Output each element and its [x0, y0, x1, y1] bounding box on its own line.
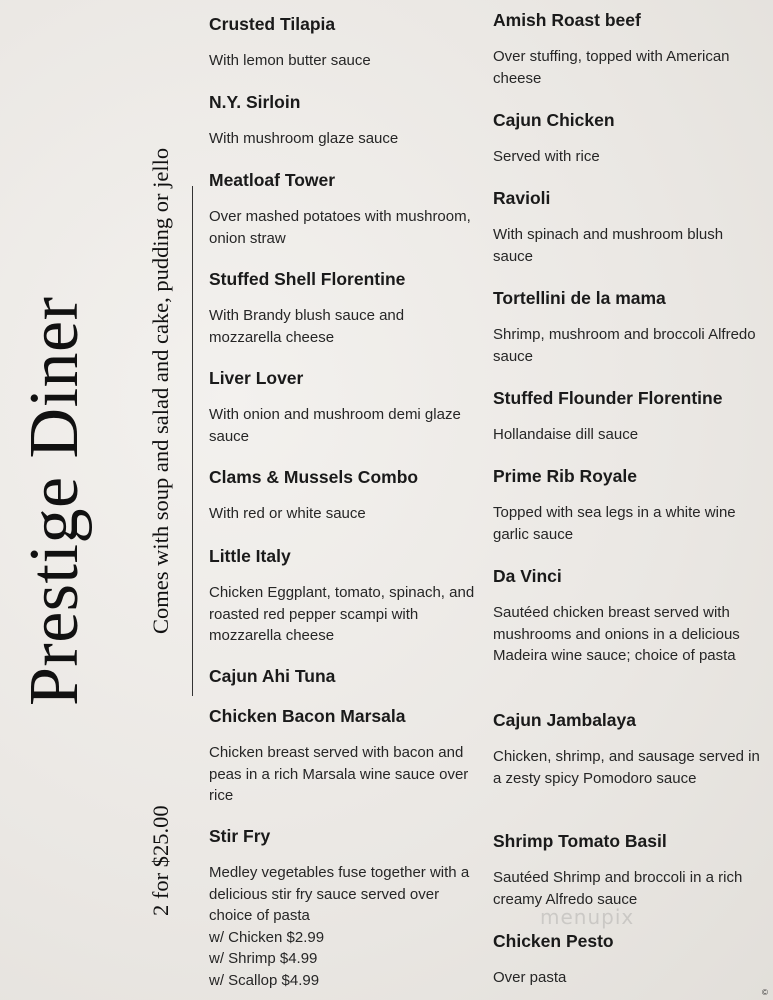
- menu-item: [493, 930, 761, 989]
- item-name: Stir Fry: [209, 826, 271, 846]
- menu-item: [209, 91, 479, 150]
- addon-chicken: w/ Chicken $2.99: [209, 928, 325, 946]
- item-name: Amish Roast beef: [493, 10, 641, 30]
- menu-item: [493, 387, 761, 446]
- item-description: With lemon butter sauce: [209, 52, 371, 69]
- item-name: Cajun Chicken: [493, 110, 615, 130]
- item-name: Prime Rib Royale: [493, 466, 637, 486]
- item-name: Ravioli: [493, 188, 551, 208]
- item-description: Medley vegetables fuse together with a delicious stir fry sauce served over choice of pasta: [209, 864, 470, 924]
- item-name: Clams & Mussels Combo: [209, 467, 419, 487]
- menu-item: [493, 109, 761, 168]
- item-description: Topped with sea legs in a white wine garlic sauce: [493, 504, 736, 543]
- menu-item: [209, 665, 479, 687]
- item-name: Little Italy: [209, 546, 291, 566]
- menu-item: [209, 825, 479, 991]
- menu-item: [209, 705, 479, 807]
- item-name: Stuffed Shell Florentine: [209, 269, 406, 289]
- item-description: With onion and mushroom demi glaze sauce: [209, 406, 461, 445]
- menu-item: [493, 565, 761, 667]
- addon-scallop: w/ Scallop $4.99: [209, 971, 320, 989]
- addon-shrimp: w/ Shrimp $4.99: [209, 950, 318, 967]
- item-name: Tortellini de la mama: [493, 288, 666, 308]
- item-name: Da Vinci: [493, 566, 562, 586]
- menu-item: [493, 709, 761, 789]
- menu-item: [493, 9, 761, 89]
- item-description: Shrimp, mushroom and broccoli Alfredo sauce: [493, 326, 756, 365]
- item-description: With spinach and mushroom blush sauce: [493, 226, 724, 265]
- menu-item: [209, 268, 479, 348]
- item-name: Liver Lover: [209, 368, 304, 388]
- menu-item: [209, 169, 479, 249]
- menu-item: [209, 367, 479, 447]
- item-name: Crusted Tilapia: [209, 14, 336, 34]
- item-description: Served with rice: [493, 148, 600, 165]
- menu-item: [493, 187, 761, 267]
- item-name: Meatloaf Tower: [209, 170, 336, 190]
- menu-item: [209, 13, 479, 72]
- menu-item: [493, 465, 761, 545]
- menu-price: 2 for $25.00: [148, 805, 173, 916]
- item-name: Chicken Bacon Marsala: [209, 706, 406, 726]
- menu-item: [493, 287, 761, 367]
- item-name: Chicken Pesto: [493, 931, 614, 951]
- item-description: With mushroom glaze sauce: [209, 130, 399, 147]
- item-description: Over pasta: [493, 969, 567, 986]
- menu-item: [209, 545, 479, 647]
- copyright-mark: ©: [762, 988, 768, 997]
- menu-subtitle: Comes with soup and salad and cake, pudding or jello: [148, 147, 173, 634]
- item-name: Stuffed Flounder Florentine: [493, 388, 723, 408]
- item-description: Chicken breast served with bacon and peas in a rich Marsala wine sauce over rice: [209, 744, 469, 804]
- item-description: Sautéed Shrimp and broccoli in a rich creamy Alfredo sauce: [493, 869, 743, 908]
- item-name: Cajun Ahi Tuna: [209, 666, 336, 686]
- item-description: Chicken Eggplant, tomato, spinach, and roasted red pepper scampi with mozzarella cheese: [209, 584, 475, 644]
- item-description: Hollandaise dill sauce: [493, 426, 639, 443]
- menu-item: [493, 830, 761, 910]
- menu-item: [209, 466, 479, 525]
- item-description: Chicken, shrimp, and sausage served in a zesty spicy Pomodoro sauce: [493, 748, 760, 787]
- item-description: Over stuffing, topped with American cheese: [493, 48, 730, 87]
- item-description: Sautéed chicken breast served with mushrooms and onions in a delicious Madeira wine sauce; choice of pasta: [493, 604, 740, 664]
- restaurant-title: Prestige Diner: [16, 296, 93, 706]
- item-description: Over mashed potatoes with mushroom, onion straw: [209, 208, 471, 247]
- item-name: Shrimp Tomato Basil: [493, 831, 667, 851]
- vertical-divider: [192, 186, 193, 696]
- item-name: N.Y. Sirloin: [209, 92, 301, 112]
- watermark: menupix: [540, 905, 635, 929]
- item-name: Cajun Jambalaya: [493, 710, 636, 730]
- item-description: With Brandy blush sauce and mozzarella cheese: [209, 307, 405, 346]
- item-description: With red or white sauce: [209, 505, 366, 522]
